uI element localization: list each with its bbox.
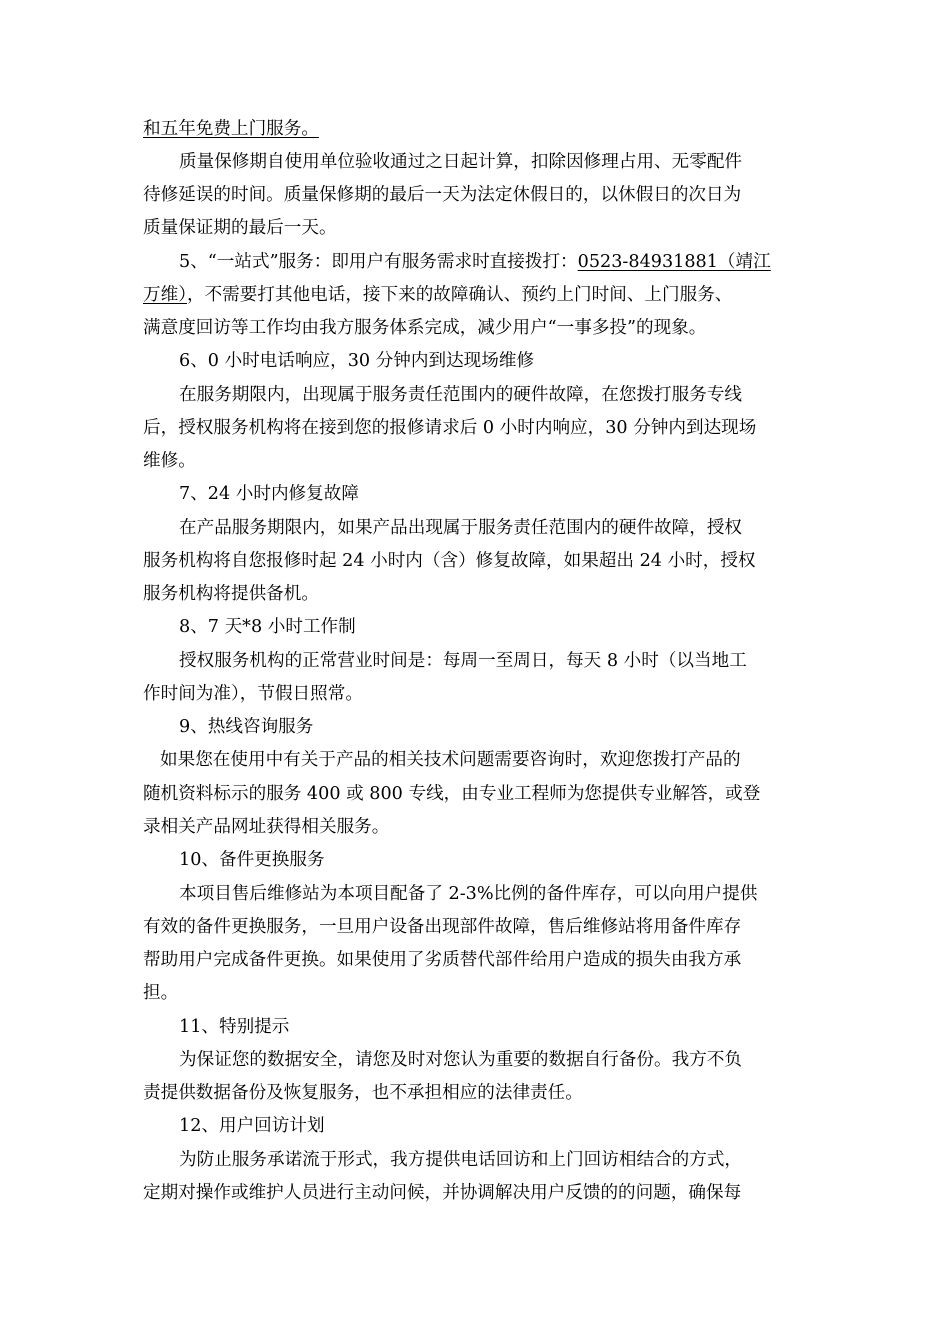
paragraph-line: 本项目售后维修站为本项目配备了 2-3%比例的备件库存，可以向用户提供 bbox=[179, 884, 758, 904]
paragraph-text: ，不需要打其他电话，接下来的故障确认、预约上门时间、上门服务、 bbox=[186, 285, 733, 305]
paragraph-line bbox=[143, 283, 810, 307]
paragraph-line: 在服务期限内，出现属于服务责任范围内的硬件故障，在您拨打服务专线 bbox=[179, 385, 743, 405]
paragraph-line: 服务机构将提供备机。 bbox=[143, 584, 319, 604]
hotline-number-cont: 万维） bbox=[143, 285, 187, 305]
paragraph-line: 帮助用户完成备件更换。如果使用了劣质替代部件给用户造成的损失由我方承 bbox=[143, 950, 742, 970]
section-heading: 7、24 小时内修复故障 bbox=[179, 484, 359, 504]
text-line: 和五年免费上门服务。 bbox=[143, 119, 319, 139]
section-heading: 11、特别提示 bbox=[179, 1017, 290, 1037]
paragraph-line: 如果您在使用中有关于产品的相关技术问题需要咨询时，欢迎您拨打产品的 bbox=[160, 750, 741, 770]
paragraph-line: 录相关产品网址获得相关服务。 bbox=[143, 817, 390, 837]
paragraph-line: 有效的备件更换服务，一旦用户设备出现部件故障，售后维修站将用备件库存 bbox=[143, 917, 742, 937]
paragraph-line bbox=[179, 250, 810, 274]
paragraph-line: 随机资料标示的服务 400 或 800 专线，由专业工程师为您提供专业解答，或登 bbox=[143, 784, 761, 804]
paragraph-line: 待修延误的时间。质量保修期的最后一天为法定休假日的，以休假日的次日为 bbox=[143, 185, 742, 205]
hotline-intro: 5、“一站式”服务：即用户有服务需求时直接拨打： bbox=[179, 252, 578, 272]
section-heading: 8、7 天*8 小时工作制 bbox=[179, 617, 356, 637]
paragraph-line: 后，授权服务机构将在接到您的报修请求后 0 小时内响应，30 分钟内到达现场 bbox=[143, 418, 757, 438]
paragraph-line: 责提供数据备份及恢复服务，也不承担相应的法律责任。 bbox=[143, 1083, 583, 1103]
paragraph-line: 作时间为准），节假日照常。 bbox=[143, 684, 363, 704]
section-heading: 6、0 小时电话响应，30 分钟内到达现场维修 bbox=[179, 351, 535, 371]
paragraph-line: 满意度回访等工作均由我方服务体系完成，减少用户“一事多投”的现象。 bbox=[143, 318, 707, 338]
paragraph-line: 质量保证期的最后一天。 bbox=[143, 218, 337, 238]
hotline-number: 0523-84931881（靖江 bbox=[577, 252, 771, 272]
paragraph-line: 维修。 bbox=[143, 451, 196, 471]
paragraph-line: 授权服务机构的正常营业时间是：每周一至周日，每天 8 小时（以当地工 bbox=[179, 651, 747, 671]
paragraph-line: 定期对操作或维护人员进行主动问候，并协调解决用户反馈的的问题，确保每 bbox=[143, 1183, 742, 1203]
paragraph-line: 质量保修期自使用单位验收通过之日起计算，扣除因修理占用、无零配件 bbox=[179, 152, 743, 172]
paragraph-line: 担。 bbox=[143, 983, 179, 1003]
paragraph-line: 为保证您的数据安全，请您及时对您认为重要的数据自行备份。我方不负 bbox=[179, 1050, 743, 1070]
section-heading: 12、用户回访计划 bbox=[179, 1116, 325, 1136]
paragraph-line: 为防止服务承诺流于形式，我方提供电话回访和上门回访相结合的方式， bbox=[179, 1150, 743, 1170]
section-heading: 9、热线咨询服务 bbox=[179, 717, 314, 737]
paragraph-line: 服务机构将自您报修时起 24 小时内（含）修复故障，如果超出 24 小时，授权 bbox=[143, 551, 756, 571]
section-heading: 10、备件更换服务 bbox=[179, 850, 325, 870]
paragraph-line: 在产品服务期限内，如果产品出现属于服务责任范围内的硬件故障，授权 bbox=[179, 518, 743, 538]
